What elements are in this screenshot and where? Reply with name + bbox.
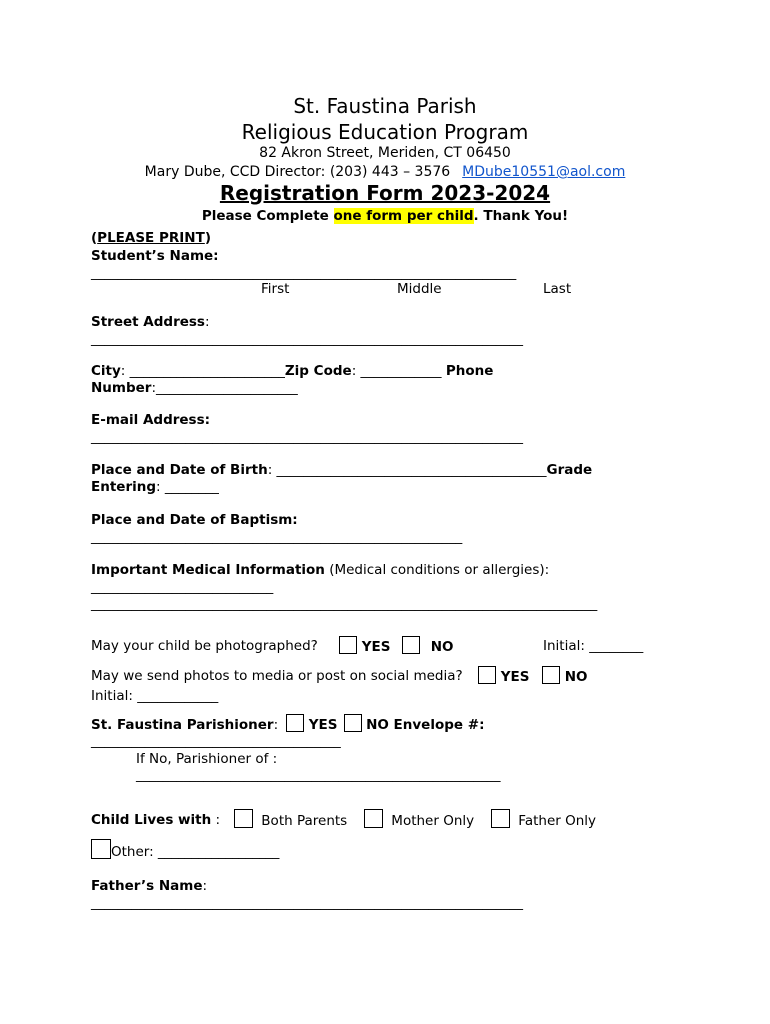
father-only-option[interactable] xyxy=(491,809,596,829)
photo-yes-option[interactable] xyxy=(339,636,390,655)
birth-grade-row xyxy=(91,462,592,478)
parish-address: 82 Akron Street, Meriden, CT 06450 xyxy=(259,145,511,161)
parishioner-row: St. Faustina Parishioner: YES NO Envelope #: xyxy=(91,714,484,733)
name-middle-caption: Middle xyxy=(397,281,442,297)
parishioner-label: St. Faustina Parishioner xyxy=(91,717,274,733)
parish-name: St. Faustina Parish xyxy=(293,94,477,118)
other-parish-field[interactable]: ______________________________________________________ xyxy=(136,767,501,783)
street-address-label: Street Address: xyxy=(91,314,210,330)
father-name-label: Father’s Name: xyxy=(91,878,208,894)
media-yes-option[interactable] xyxy=(478,666,529,685)
medical-field-line1[interactable]: ___________________________ xyxy=(91,579,274,595)
email-field[interactable]: ________________________________________________________________ xyxy=(91,429,523,445)
photo-no-checkbox[interactable] xyxy=(402,636,420,654)
director-contact: Mary Dube, CCD Director: (203) 443 – 3576 xyxy=(144,164,451,180)
please-print-note: (PLEASE PRINT) xyxy=(91,230,211,246)
father-only-label: Father Only xyxy=(518,813,597,829)
media-yes-checkbox[interactable] xyxy=(478,666,496,684)
mother-only-checkbox[interactable] xyxy=(364,809,383,828)
number-label: Number xyxy=(91,380,152,396)
photo-yes-checkbox[interactable] xyxy=(339,636,357,654)
both-parents-label: Both Parents xyxy=(261,813,348,829)
city-field[interactable]: : _______________________ xyxy=(120,363,285,379)
media-no-checkbox[interactable] xyxy=(542,666,560,684)
instructions-highlight: one form per child xyxy=(333,208,474,224)
form-title: Registration Form 2023-2024 xyxy=(219,181,551,205)
grade-field[interactable]: : ________ xyxy=(156,479,219,495)
city-zip-phone-row xyxy=(91,363,493,379)
medical-label: Important Medical Information xyxy=(91,562,325,578)
phone-number-row xyxy=(91,380,298,396)
baptism-label: Place and Date of Baptism: xyxy=(91,512,298,528)
birth-field[interactable]: : ________________________________________ xyxy=(267,462,547,478)
photo-question: May your child be photographed? xyxy=(91,638,318,654)
instructions-pre: Please Complete xyxy=(201,208,334,224)
media-no-label: NO xyxy=(564,669,588,685)
mother-only-label: Mother Only xyxy=(391,813,475,829)
medical-note: (Medical conditions or allergies): xyxy=(324,562,550,578)
other-checkbox[interactable] xyxy=(91,839,111,859)
photo-yes-label: YES xyxy=(361,639,391,655)
name-first-caption: First xyxy=(261,281,290,297)
media-question: May we send photos to media or post on social media? xyxy=(91,668,463,684)
zip-field[interactable]: : ____________ xyxy=(351,363,442,379)
grade-label: Grade xyxy=(546,462,593,478)
birth-label: Place and Date of Birth xyxy=(91,462,268,478)
medical-label-row xyxy=(91,562,549,578)
student-name-label: Student’s Name: xyxy=(91,248,219,264)
photo-initial-field[interactable]: Initial: ________ xyxy=(543,638,644,654)
form-instructions xyxy=(0,208,770,224)
city-label: City xyxy=(91,363,121,379)
zip-label: Zip Code xyxy=(284,363,352,379)
email-label: E-mail Address: xyxy=(91,412,211,428)
envelope-field[interactable]: _____________________________________ xyxy=(91,733,341,749)
director-email-link[interactable]: MDube10551@aol.com xyxy=(462,164,626,180)
media-yes-label: YES xyxy=(500,669,530,685)
mother-only-option[interactable] xyxy=(364,809,474,829)
program-name: Religious Education Program xyxy=(241,120,529,144)
director-line xyxy=(0,164,770,180)
parishioner-yes-checkbox[interactable] xyxy=(286,714,304,732)
other-field[interactable]: Other: __________________ xyxy=(111,844,280,860)
grade-entering-row xyxy=(91,479,219,495)
other-option[interactable] xyxy=(91,839,279,860)
student-name-field[interactable]: _______________________________________________________________ xyxy=(91,265,517,281)
photo-no-option[interactable] xyxy=(402,636,453,655)
both-parents-checkbox[interactable] xyxy=(234,809,253,828)
phone-field[interactable]: :_____________________ xyxy=(151,380,298,396)
medical-field-line2[interactable]: ___________________________________________________________________________ xyxy=(91,596,598,612)
media-initial-field[interactable]: Initial: ____________ xyxy=(91,688,219,704)
entering-label: Entering xyxy=(91,479,157,495)
father-only-checkbox[interactable] xyxy=(491,809,510,828)
parishioner-yes-label: YES xyxy=(308,717,338,733)
father-name-field[interactable]: ________________________________________________________________ xyxy=(91,895,523,911)
name-last-caption: Last xyxy=(543,281,572,297)
instructions-post: . Thank You! xyxy=(473,208,569,224)
street-address-field[interactable]: ________________________________________________________________ xyxy=(91,331,523,347)
baptism-field[interactable]: _______________________________________________________ xyxy=(91,529,463,545)
phone-label: Phone xyxy=(445,363,494,379)
envelope-label: NO Envelope #: xyxy=(366,717,485,733)
photo-no-label: NO xyxy=(430,639,454,655)
if-no-label: If No, Parishioner of : xyxy=(136,751,278,767)
lives-with-label: Child Lives with : xyxy=(91,812,221,828)
media-no-option[interactable] xyxy=(542,666,587,685)
parishioner-no-checkbox[interactable] xyxy=(344,714,362,732)
both-parents-option[interactable] xyxy=(234,809,347,829)
